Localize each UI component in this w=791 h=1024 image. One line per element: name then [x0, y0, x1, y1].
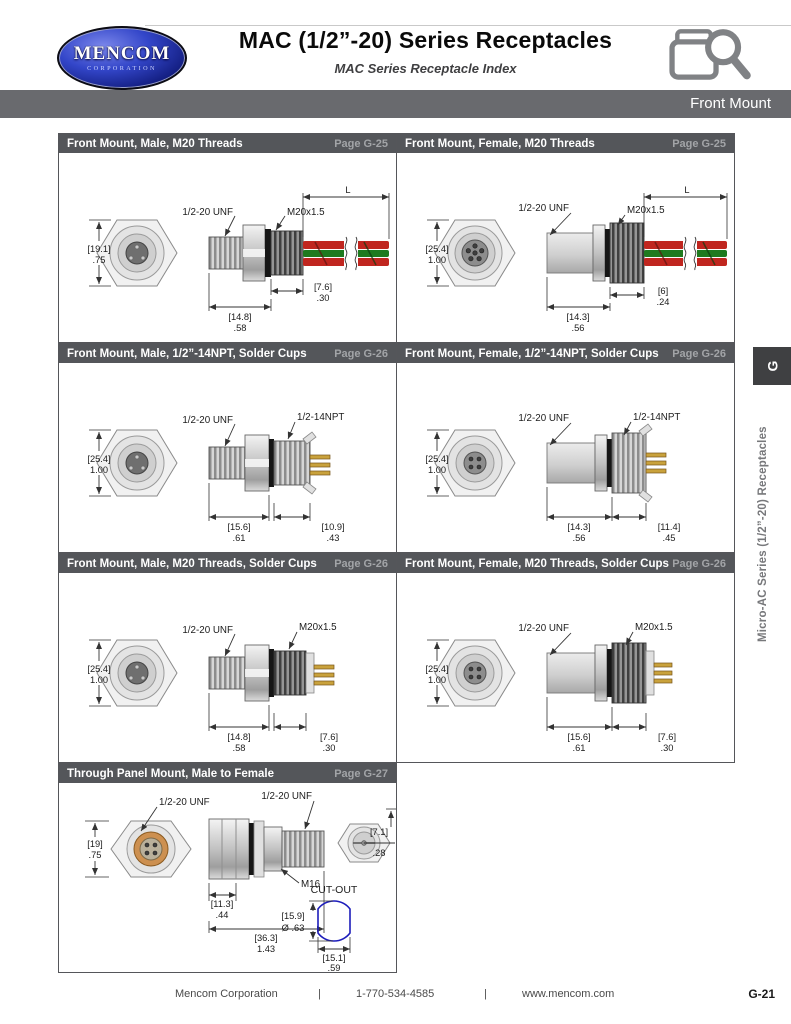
panel-title: Front Mount, Female, M20 Threads, Solder Cups: [405, 557, 669, 570]
panel-front-mount-female-m20-solder: [396, 553, 735, 763]
thread-label: M20x1.5: [627, 205, 665, 216]
mencom-logo: [57, 26, 187, 90]
dim-label: .61: [232, 533, 246, 543]
thread-label: 1/2-14NPT: [297, 412, 345, 423]
panel-front-mount-female-npt-solder: [396, 343, 735, 553]
dim-label: [7.6]: [313, 282, 333, 292]
panel-header[interactable]: [59, 554, 396, 573]
dim-label: .28: [372, 848, 386, 858]
panel-through-panel-mount: [58, 763, 397, 973]
logo-subtext: CORPORATION: [87, 64, 157, 72]
panel-title: Front Mount, Female, M20 Threads: [405, 137, 595, 150]
dim-label: .56: [571, 323, 585, 333]
panel-page-ref[interactable]: Page G-26: [672, 347, 726, 360]
footer-phone: 1-770-534-4585: [356, 988, 435, 1000]
panel-front-mount-male-m20-solder: [58, 553, 397, 763]
sidebar-series-label: Micro-AC Series (1/2”-20) Receptacles: [757, 426, 769, 642]
panel-header[interactable]: [397, 134, 734, 153]
thread-label: 1/2-14NPT: [633, 412, 681, 423]
dim-label: .61: [572, 743, 586, 753]
panel-header[interactable]: [59, 764, 396, 783]
dim-label: [6]: [657, 286, 669, 296]
footer-divider: |: [318, 988, 321, 1000]
thread-label: M20x1.5: [299, 622, 337, 633]
dim-label: .75: [92, 255, 106, 265]
dim-label: [11.3]: [210, 899, 234, 909]
panel-title: Front Mount, Male, M20 Threads, Solder Cups: [67, 557, 317, 570]
dim-label: [15.9]: [281, 911, 305, 921]
dim-label: .24: [656, 297, 670, 307]
thread-label: 1/2-20 UNF: [182, 207, 233, 218]
technical-drawing: [59, 153, 396, 342]
section-bar: [0, 90, 791, 118]
thread-label: 1/2-20 UNF: [518, 623, 569, 634]
dim-label: [25.4]: [425, 454, 449, 464]
thread-label: 1/2-20 UNF: [261, 791, 312, 802]
dim-label: .30: [660, 743, 674, 753]
panel-page-ref[interactable]: Page G-27: [334, 767, 388, 780]
thread-label: 1/2-20 UNF: [182, 415, 233, 426]
dim-label: [10.9]: [321, 522, 345, 532]
dim-label: .45: [662, 533, 676, 543]
dim-label: [19.1]: [87, 244, 111, 254]
dim-label: [25.4]: [87, 664, 111, 674]
page-title: MAC (1/2”-20) Series Receptacles: [238, 27, 613, 53]
dim-label: .30: [316, 293, 330, 303]
dim-label: [15.6]: [227, 522, 251, 532]
dim-label: 1.00: [89, 465, 109, 475]
panel-page-ref[interactable]: Page G-25: [672, 137, 726, 150]
page-subtitle: MAC Series Receptacle Index: [334, 61, 517, 76]
panel-front-mount-female-m20: [396, 133, 735, 343]
dim-label: [25.4]: [87, 454, 111, 464]
dim-label: [7.6]: [657, 732, 677, 742]
dim-label: .44: [215, 910, 229, 920]
panel-page-ref[interactable]: Page G-25: [334, 137, 388, 150]
footer-company: Mencom Corporation: [175, 988, 278, 1000]
dim-label: .75: [88, 850, 102, 860]
panel-header[interactable]: [397, 554, 734, 573]
footer-website[interactable]: www.mencom.com: [522, 988, 615, 1000]
dim-label: 1.00: [427, 465, 447, 475]
technical-drawing: [397, 363, 734, 552]
dim-label: [7.6]: [319, 732, 339, 742]
panel-header[interactable]: [59, 134, 396, 153]
technical-drawing: [59, 573, 396, 762]
panel-title: Front Mount, Female, 1/2”-14NPT, Solder Cups: [405, 347, 659, 360]
dim-label: [14.3]: [567, 522, 591, 532]
dim-label: [25.4]: [425, 244, 449, 254]
panel-title: Front Mount, Male, M20 Threads: [67, 137, 243, 150]
dim-label: .56: [572, 533, 586, 543]
panel-front-mount-male-npt-solder: [58, 343, 397, 553]
dim-label: [15.1]: [322, 953, 346, 963]
dim-label: [14.3]: [566, 312, 590, 322]
dim-label: [25.4]: [425, 664, 449, 674]
thread-label: M20x1.5: [635, 622, 673, 633]
dim-label: 1.00: [427, 675, 447, 685]
folder-search-icon: [665, 26, 753, 86]
thread-label: 1/2-20 UNF: [518, 413, 569, 424]
dim-label: Ø .63: [281, 923, 305, 933]
dim-label: L: [684, 185, 690, 195]
panel-front-mount-male-m20: [58, 133, 397, 343]
dim-label: [11.4]: [657, 522, 681, 532]
thread-label: M20x1.5: [287, 207, 325, 218]
technical-drawing: [397, 573, 734, 762]
section-tab-label: G: [763, 360, 780, 372]
panel-page-ref[interactable]: Page G-26: [334, 347, 388, 360]
footer: [0, 988, 791, 1004]
dim-label: 1.43: [256, 944, 276, 954]
panel-title: Front Mount, Male, 1/2”-14NPT, Solder Cups: [67, 347, 307, 360]
dim-label: .58: [232, 743, 246, 753]
footer-page-number: G-21: [748, 987, 775, 1001]
dim-label: [15.6]: [567, 732, 591, 742]
dim-label: [7.1]: [369, 827, 389, 837]
dim-label: .43: [326, 533, 340, 543]
section-tab-g[interactable]: [753, 347, 791, 385]
panel-title: Through Panel Mount, Male to Female: [67, 767, 275, 780]
technical-drawing: [59, 363, 396, 552]
thread-label: 1/2-20 UNF: [518, 203, 569, 214]
dim-label: [36.3]: [254, 933, 278, 943]
panel-page-ref[interactable]: Page G-26: [334, 557, 388, 570]
dim-label: 1.00: [89, 675, 109, 685]
panel-grid: [58, 133, 735, 972]
technical-drawing: [397, 153, 734, 342]
dim-label: 1.00: [427, 255, 447, 265]
thread-label: 1/2-20 UNF: [159, 797, 210, 808]
dim-label: [14.8]: [227, 732, 251, 742]
dim-label: L: [345, 185, 351, 195]
dim-label: [19]: [87, 839, 103, 849]
thread-label: M16: [301, 879, 321, 890]
dim-label: [14.8]: [228, 312, 252, 322]
technical-drawing: [59, 783, 396, 972]
footer-divider: |: [484, 988, 487, 1000]
panel-header[interactable]: [397, 344, 734, 363]
panel-page-ref[interactable]: Page G-26: [672, 557, 726, 570]
dim-label: .30: [322, 743, 336, 753]
dim-label: .58: [233, 323, 247, 333]
logo-text: MENCOM: [73, 42, 171, 64]
section-label: Front Mount: [690, 95, 771, 112]
thread-label: 1/2-20 UNF: [182, 625, 233, 636]
panel-header[interactable]: [59, 344, 396, 363]
cutout-title: CUT-OUT: [310, 884, 358, 896]
dim-label: .59: [327, 963, 341, 972]
